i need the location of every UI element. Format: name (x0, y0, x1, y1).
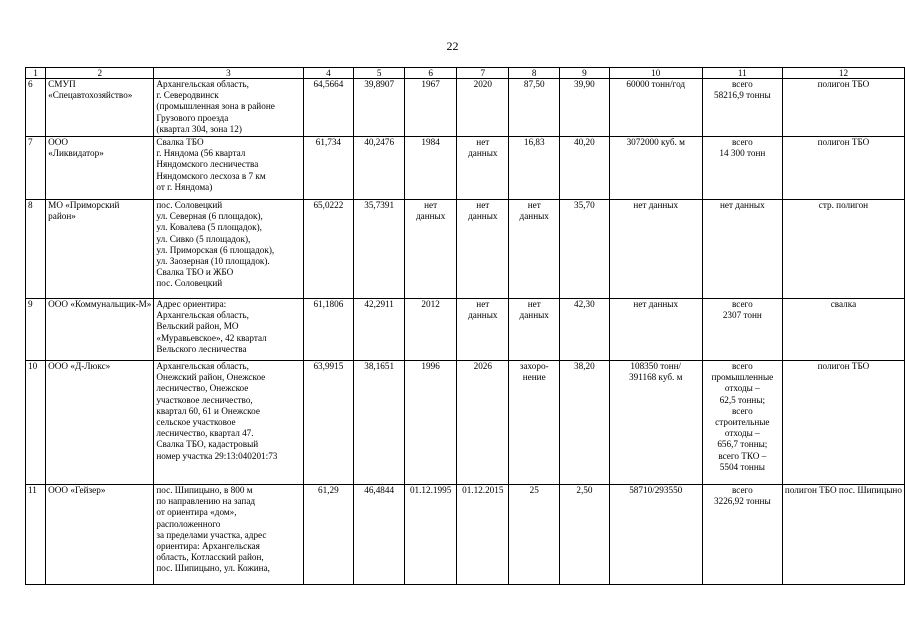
facility-type: полигон ТБО (782, 137, 904, 200)
end-year: нет данных (457, 299, 509, 361)
end-date: 01.12.2015 (457, 485, 509, 585)
column-header: 6 (405, 68, 457, 79)
latitude: 61,29 (303, 485, 354, 585)
row-number: 6 (26, 79, 46, 137)
site-location: Свалка ТБО г. Няндома (56 квартал Няндомского лесничества Няндомского лесхоза в 7 км от г. Няндома) (154, 137, 303, 200)
waste-volume: всего промышленные отходы – 62,5 тонны; всего строительные отходы – 656,7 тонны; всего ТКО – 5504 тонны (702, 361, 782, 485)
end-year: 2020 (457, 79, 509, 137)
column-9-value: 35,70 (560, 200, 610, 299)
column-header: 7 (457, 68, 509, 79)
column-header: 9 (560, 68, 610, 79)
column-9-value: 39,90 (560, 79, 610, 137)
column-9-value: 38,20 (560, 361, 610, 485)
longitude: 46,4844 (354, 485, 405, 585)
capacity: 108350 тонн/ 391168 куб. м (609, 361, 702, 485)
latitude: 64,5664 (303, 79, 354, 137)
capacity: нет данных (609, 299, 702, 361)
column-header: 2 (46, 68, 154, 79)
column-header: 10 (609, 68, 702, 79)
table-row (26, 485, 905, 585)
longitude: 40,2476 (354, 137, 405, 200)
capacity: нет данных (609, 200, 702, 299)
start-year: 1967 (405, 79, 457, 137)
longitude: 38,1651 (354, 361, 405, 485)
site-location: пос. Шипицыно, в 800 м по направлению на запад от ориентира «дом», расположенного за пределами участка, адрес ориентира: Архангельская область, Котласский район, пос. Шипицыно, ул. Кожина, (154, 485, 303, 585)
start-year: 2012 (405, 299, 457, 361)
start-year: нет данных (405, 200, 457, 299)
longitude: 42,2911 (354, 299, 405, 361)
site-location: пос. Соловецкий ул. Северная (6 площадок), ул. Ковалева (5 площадок), ул. Сивко (5 площадок), ул. Приморская (6 площадок), ул. Заозерная (10 площадок). Свалка ТБО и ЖБО пос. Соловецкий (154, 200, 303, 299)
column-8-value: нет данных (509, 299, 560, 361)
start-year: 1984 (405, 137, 457, 200)
column-header: 3 (154, 68, 303, 79)
table-row (26, 79, 905, 137)
row-number: 8 (26, 200, 46, 299)
capacity: 58710/293550 (609, 485, 702, 585)
column-9-value: 40,20 (560, 137, 610, 200)
column-8-value: захоро- нение (509, 361, 560, 485)
column-header: 12 (782, 68, 904, 79)
column-9-value: 42,30 (560, 299, 610, 361)
latitude: 61,734 (303, 137, 354, 200)
capacity: 60000 тонн/год (609, 79, 702, 137)
column-9-value: 2,50 (560, 485, 610, 585)
facility-type: полигон ТБО пос. Шипицыно (782, 485, 904, 585)
organization-name: ООО «Гейзер» (46, 485, 154, 585)
organization-name: СМУП «Спецавтохозяйство» (46, 79, 154, 137)
table-row (26, 200, 905, 299)
table-row (26, 361, 905, 485)
row-number: 11 (26, 485, 46, 585)
waste-volume: нет данных (702, 200, 782, 299)
latitude: 63,9915 (303, 361, 354, 485)
longitude: 35,7391 (354, 200, 405, 299)
organization-name: ООО «Ликвидатор» (46, 137, 154, 200)
latitude: 65,0222 (303, 200, 354, 299)
waste-volume: всего 14 300 тонн (702, 137, 782, 200)
column-header: 4 (303, 68, 354, 79)
end-year: 2026 (457, 361, 509, 485)
waste-volume: всего 2307 тонн (702, 299, 782, 361)
column-header: 11 (702, 68, 782, 79)
row-number: 9 (26, 299, 46, 361)
column-8-value: 25 (509, 485, 560, 585)
organization-name: ООО «Д-Люкс» (46, 361, 154, 485)
site-location: Адрес ориентира: Архангельская область, Вельский район, МО «Муравьевское», 42 квартал Вельского лесничества (154, 299, 303, 361)
end-year: нет данных (457, 200, 509, 299)
table-header-row (26, 68, 905, 79)
site-location: Архангельская область, Онежский район, Онежское лесничество, Онежское участковое лесничество, квартал 60, 61 и Онежское сельское участковое лесничество, квартал 47. Свалка ТБО, кадастровый номер участка 29:13:040201:73 (154, 361, 303, 485)
capacity: 3072000 куб. м (609, 137, 702, 200)
facility-type: стр. полигон (782, 200, 904, 299)
column-8-value: 87,50 (509, 79, 560, 137)
waste-volume: всего 3226,92 тонны (702, 485, 782, 585)
site-location: Архангельская область, г. Северодвинск (промышленная зона в районе Грузового проезда (квартал 304, зона 12) (154, 79, 303, 137)
facility-type: полигон ТБО (782, 79, 904, 137)
start-date: 01.12.1995 (405, 485, 457, 585)
column-8-value: 16,83 (509, 137, 560, 200)
start-year: 1996 (405, 361, 457, 485)
latitude: 61,1806 (303, 299, 354, 361)
row-number: 10 (26, 361, 46, 485)
facility-type: свалка (782, 299, 904, 361)
facility-type: полигон ТБО (782, 361, 904, 485)
end-year: нет данных (457, 137, 509, 200)
row-number: 7 (26, 137, 46, 200)
table-row (26, 137, 905, 200)
longitude: 39,8907 (354, 79, 405, 137)
table-row (26, 299, 905, 361)
column-header: 8 (509, 68, 560, 79)
page-number: 22 (446, 39, 459, 53)
landfill-registry-table (25, 67, 905, 585)
column-8-value: нет данных (509, 200, 560, 299)
organization-name: МО «Приморский район» (46, 200, 154, 299)
column-header: 1 (26, 68, 46, 79)
column-header: 5 (354, 68, 405, 79)
waste-volume: всего 58216,9 тонны (702, 79, 782, 137)
organization-name: ООО «Коммунальщик-М» (46, 299, 154, 361)
